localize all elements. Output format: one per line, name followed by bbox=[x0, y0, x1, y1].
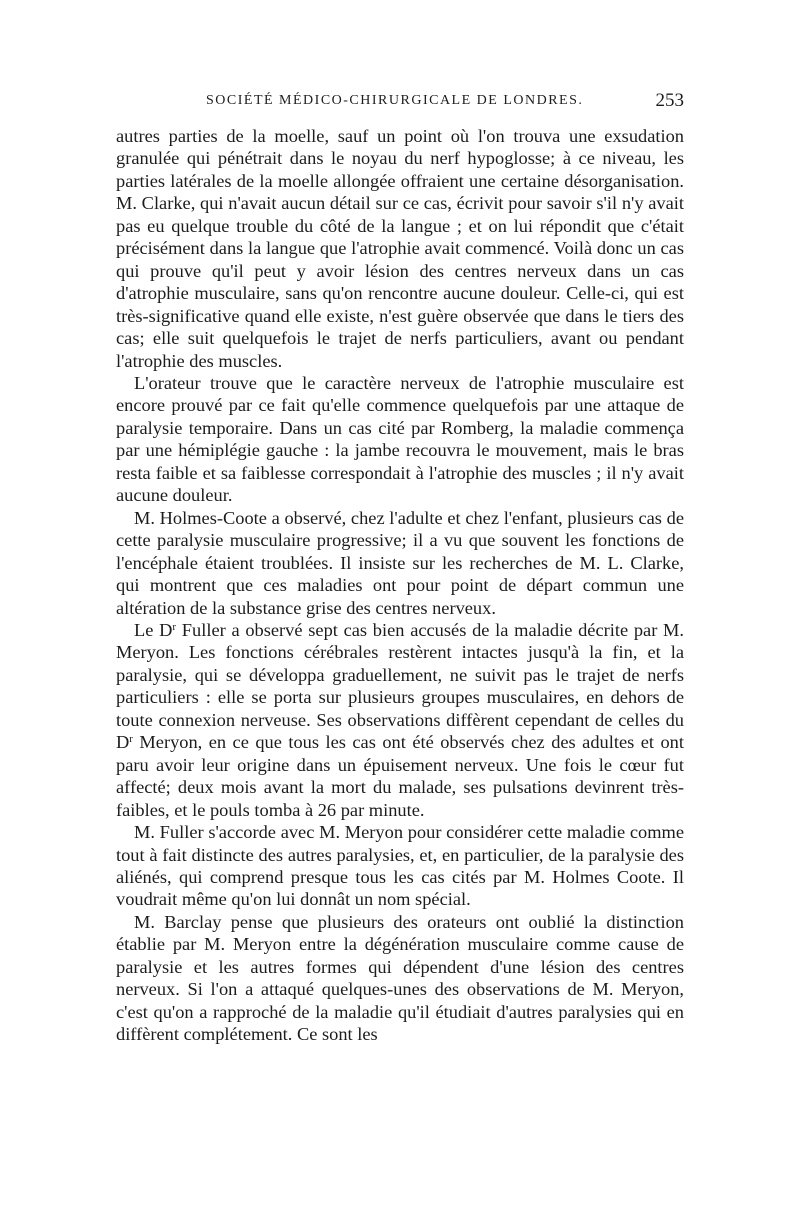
body-text bbox=[116, 125, 684, 1046]
paragraph: M. Holmes-Coote a observé, chez l'adulte et chez l'enfant, plusieurs cas de cette paralysie musculaire progressive; il a vu que souvent les fonctions de l'encéphale étaient troublées. Il insiste sur les recherches de M. L. Clarke, qui montrent que ces maladies ont pour point de départ commun une altération de la substance grise des centres nerveux. bbox=[116, 507, 684, 618]
text-run: D bbox=[116, 732, 130, 753]
paragraph: M. Fuller s'accorde avec M. Meryon pour considérer cette maladie comme tout à fait distincte des autres paralysies, et, en particulier, de la paralysie des aliénés, qui comprend presque tous les cas cités par M. Holmes Coote. Il voudrait même qu'on lui donnât un nom spécial. bbox=[116, 822, 684, 910]
text-run: Meryon, en ce que tous les cas ont été observés chez des adultes et ont paru avoir leur origine dans un épuisement nerveux. Une fois le cœur fut affecté; deux mois avant la mort du malade, ses pulsations devinrent très-faibles, et le pouls tomba à 26 par minute. bbox=[116, 732, 684, 820]
running-title: SOCIÉTÉ MÉDICO-CHIRURGICALE DE LONDRES. bbox=[206, 93, 584, 108]
paragraph: M. Barclay pense que plusieurs des orateurs ont oublié la distinction établie par M. Meryon entre la dégénération musculaire comme cause de paralysie et les autres formes qui dépendent d'une lésion des centres nerveux. Si l'on a attaqué quelques-unes des observations de M. Meryon, c'est qu'on a rapproché de la maladie qu'il étudiait d'autres paralysies qui en diffèrent complétement. Ce sont les bbox=[116, 911, 684, 1045]
page-number: 253 bbox=[655, 90, 684, 111]
paragraph: L'orateur trouve que le caractère nerveux de l'atrophie musculaire est encore prouvé par ce fait qu'elle commence quelquefois par une attaque de paralysie temporaire. Dans un cas cité par Romberg, la maladie commença par une hémiplégie gauche : la jambe recouvra le mouvement, mais le bras resta faible et sa faiblesse correspondait à l'atrophie des muscles ; il n'y avait aucune douleur. bbox=[116, 372, 684, 506]
text-run: Fuller a observé sept cas bien accusés de la maladie décrite par M. Meryon. Les fonctions cérébrales restèrent intactes jusqu'à la fin, et la paralysie, qui se développa graduellement, ne suivit pas le trajet de nerfs particuliers : elle se porta sur plusieurs groupes musculaires, en dehors de toute connexion nerveuse. Ses observations diffèrent cependant de celles du bbox=[116, 619, 684, 730]
text-run: Le D bbox=[134, 619, 173, 640]
paragraph bbox=[116, 619, 684, 821]
superscript: r bbox=[172, 620, 177, 633]
paragraph-continued: autres parties de la moelle, sauf un point où l'on trouva une exsudation granulée qui pénétrait dans le noyau du nerf hypoglosse; à ce niveau, les parties latérales de la moelle allongée offraient une certaine désorganisation. M. Clarke, qui n'avait aucun détail sur ce cas, écrivit pour savoir s'il n'y avait pas eu quelque trouble du côté de la langue ; et on lui répondit que c'était précisément dans la langue que l'atrophie avait commencé. Voilà donc un cas qui prouve qu'il peut y avoir lésion des centres nerveux dans un cas d'atrophie musculaire, sans qu'on rencontre aucune douleur. Celle-ci, qui est très-significative quand elle existe, n'est guère observée que dans le tiers des cas; elle suit quelquefois le trajet de nerfs particuliers, avant ou pendant l'atrophie des muscles. bbox=[116, 126, 684, 371]
superscript: r bbox=[129, 733, 133, 746]
